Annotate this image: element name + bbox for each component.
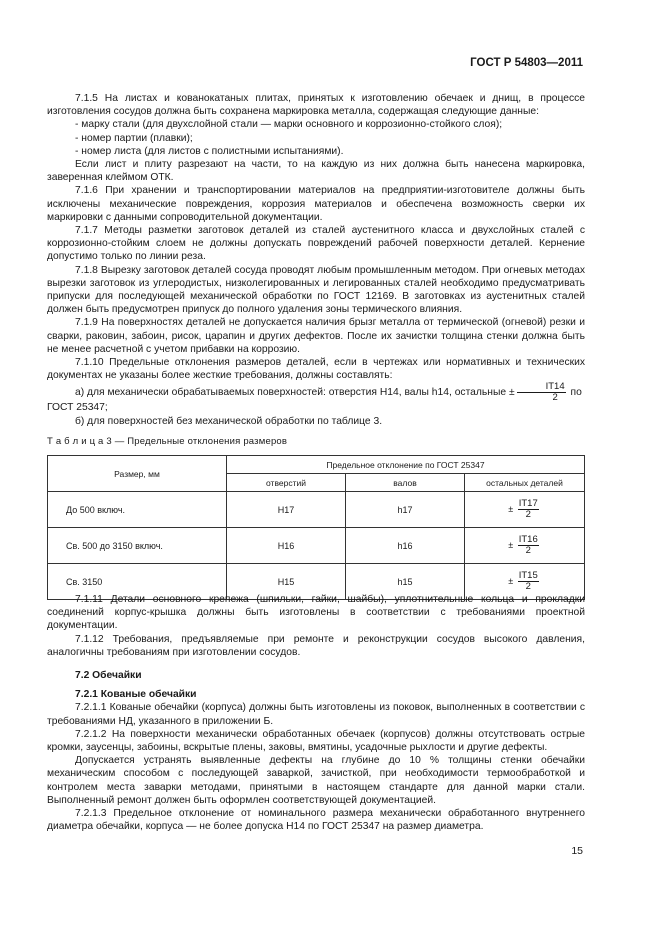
- column-header-group: Предельное отклонение по ГОСТ 25347: [227, 456, 585, 474]
- intro-text-block: [47, 92, 585, 428]
- fraction-numerator: IT16: [518, 534, 538, 545]
- cell-size: Св. 3150: [48, 564, 227, 600]
- text-line: ГОСТ 25347;: [47, 402, 108, 414]
- fraction: [518, 535, 539, 556]
- plus-minus: ±: [508, 575, 514, 586]
- plus-minus: ±: [508, 539, 514, 550]
- tolerance-table: [47, 455, 585, 600]
- page-number: 15: [571, 845, 583, 857]
- text-fragment: по: [570, 387, 582, 399]
- fraction-denominator: 2: [525, 509, 531, 520]
- fraction-numerator: IT15: [518, 570, 538, 581]
- fraction-denominator: 2: [552, 392, 558, 404]
- subsection-heading: 7.2.1 Кованые обечайки: [75, 689, 197, 701]
- paragraph: 7.1.8 Вырезку заготовок деталей сосуда проводят любым промышленным методом. При огневых методах вырезки заготовок из углеродистых, низколегированных и легированных сталей необходимо предусматривать припуски для последующей механической обработки по ГОСТ 12169. В заготовках из аустенитных сталей должен быть предусмотрен припуск до полного удаления зоны термического влияния.: [47, 264, 585, 316]
- cell-size: До 500 включ.: [48, 492, 227, 528]
- paragraph: 7.1.11 Детали основного крепежа (шпильки, гайки, шайбы), уплотнительные кольца и прокладки соединений корпус-крышка должны быть изготовлены в соответствии с требованиями проектной документации.: [47, 594, 585, 632]
- list-item: - номер листа (для листов с полистными испытаниями).: [75, 145, 344, 157]
- fraction: [518, 499, 539, 520]
- document-code-header: ГОСТ Р 54803—2011: [470, 57, 583, 69]
- column-header-size: Размер, мм: [48, 456, 227, 492]
- paragraph: 7.2.1.2 На поверхности механически обработанных обечаек (корпусов) должны отсутствовать острые кромки, заусенцы, забоины, вскрытые плены, заковы, вмятины, усадочные рыхлости и другие дефекты.: [47, 728, 585, 754]
- section-heading: 7.2 Обечайки: [75, 670, 142, 682]
- table-row: [48, 492, 585, 528]
- cell-shafts: h15: [346, 564, 465, 600]
- paragraph: 7.1.7 Методы разметки заготовок деталей из сталей аустенитного класса и двухслойных сталей с коррозионно-стойким слоем не должны допускать повреждений рабочей поверхности деталей. Кернение допустимо только по линии реза.: [47, 225, 585, 263]
- cell-shafts: h16: [346, 528, 465, 564]
- cell-size: Св. 500 до 3150 включ.: [48, 528, 227, 564]
- plus-minus: ±: [508, 503, 514, 514]
- paragraph: 7.1.10 Предельные отклонения размеров деталей, если в чертежах или нормативных и технических документах не указаны более жесткие требования, должны составлять:: [47, 357, 585, 382]
- column-header-holes: отверстий: [227, 474, 346, 492]
- fraction: [518, 571, 539, 592]
- cell-other: [465, 528, 585, 564]
- paragraph: 7.2.1.1 Кованые обечайки (корпуса) должны быть изготовлены из поковок, выполненных в соответствии с требованиями НД, указанного в приложении Б.: [47, 702, 585, 727]
- table-caption: Т а б л и ц а 3 — Предельные отклонения размеров: [47, 436, 288, 447]
- paragraph: 7.1.12 Требования, предъявляемые при ремонте и реконструкции сосудов высокого давления, аналогичны требованиям при изготовлении сосудов.: [47, 633, 585, 658]
- fraction-numerator: IT17: [518, 498, 538, 509]
- paragraph: 7.2.1.3 Предельное отклонение от номинального размера механически обработанного внутреннего диаметра обечайки, корпуса — не более допуска Н14 по ГОСТ 25347 на размер диаметра.: [47, 808, 585, 833]
- fraction-denominator: 2: [525, 545, 531, 556]
- cell-shafts: h17: [346, 492, 465, 528]
- paragraph: 7.1.5 На листах и кованокатаных плитах, принятых к изготовлению обечаек и днищ, в процессе изготовления сосудов должна быть сохранена маркировка металла, содержащая следующие данные:: [47, 93, 585, 118]
- cell-holes: Н16: [227, 528, 346, 564]
- paragraph: б) для поверхностей без механической обработки по таблице 3.: [75, 415, 383, 427]
- paragraph: 7.1.6 При хранении и транспортировании материалов на предприятии-изготовителе должны быть исключены механические повреждения, коррозия материалов и обеспечена возможность сверки их маркировки с данными сопроводительной документации.: [47, 185, 585, 223]
- cell-other: [465, 492, 585, 528]
- list-item: - номер партии (плавки);: [75, 132, 193, 144]
- paragraph: 7.1.9 На поверхностях деталей не допускается наличия брызг металла от термической (огневой) резки и сварки, раковин, забоин, рисок, царапин и других дефектов. После их зачистки толщина стенки должна быть не менее расчетной с учетом прибавки на коррозию.: [47, 317, 585, 355]
- column-header-other: остальных деталей: [465, 474, 585, 492]
- text-fragment: а) для механически обрабатываемых поверхностей: отверстия Н14, валы h14, остальные ±: [75, 387, 515, 399]
- paragraph: Если лист и плиту разрезают на части, то на каждую из них должна быть нанесена маркировка, заверенная клеймом ОТК.: [47, 159, 585, 184]
- cell-holes: Н15: [227, 564, 346, 600]
- fraction: [517, 382, 566, 403]
- fraction-denominator: 2: [525, 581, 531, 592]
- column-header-shafts: валов: [346, 474, 465, 492]
- cell-holes: Н17: [227, 492, 346, 528]
- body-text-block: [47, 593, 585, 833]
- paragraph-with-fraction: [47, 382, 585, 403]
- list-item: - марку стали (для двухслойной стали — марки основного и коррозионно-стойкого слоя);: [75, 119, 503, 131]
- table-row: [48, 528, 585, 564]
- fraction-numerator: IT14: [517, 382, 566, 393]
- paragraph: Допускается устранять выявленные дефекты на глубине до 10 % толщины стенки обечайки механическим способом с последующей заваркой, зачисткой, при необходимости термообработкой и контролем места заварки методами, принятыми в настоящем стандарте для данной марки стали. Выполненный ремонт должен быть оформлен соответствующей документацией.: [47, 755, 585, 806]
